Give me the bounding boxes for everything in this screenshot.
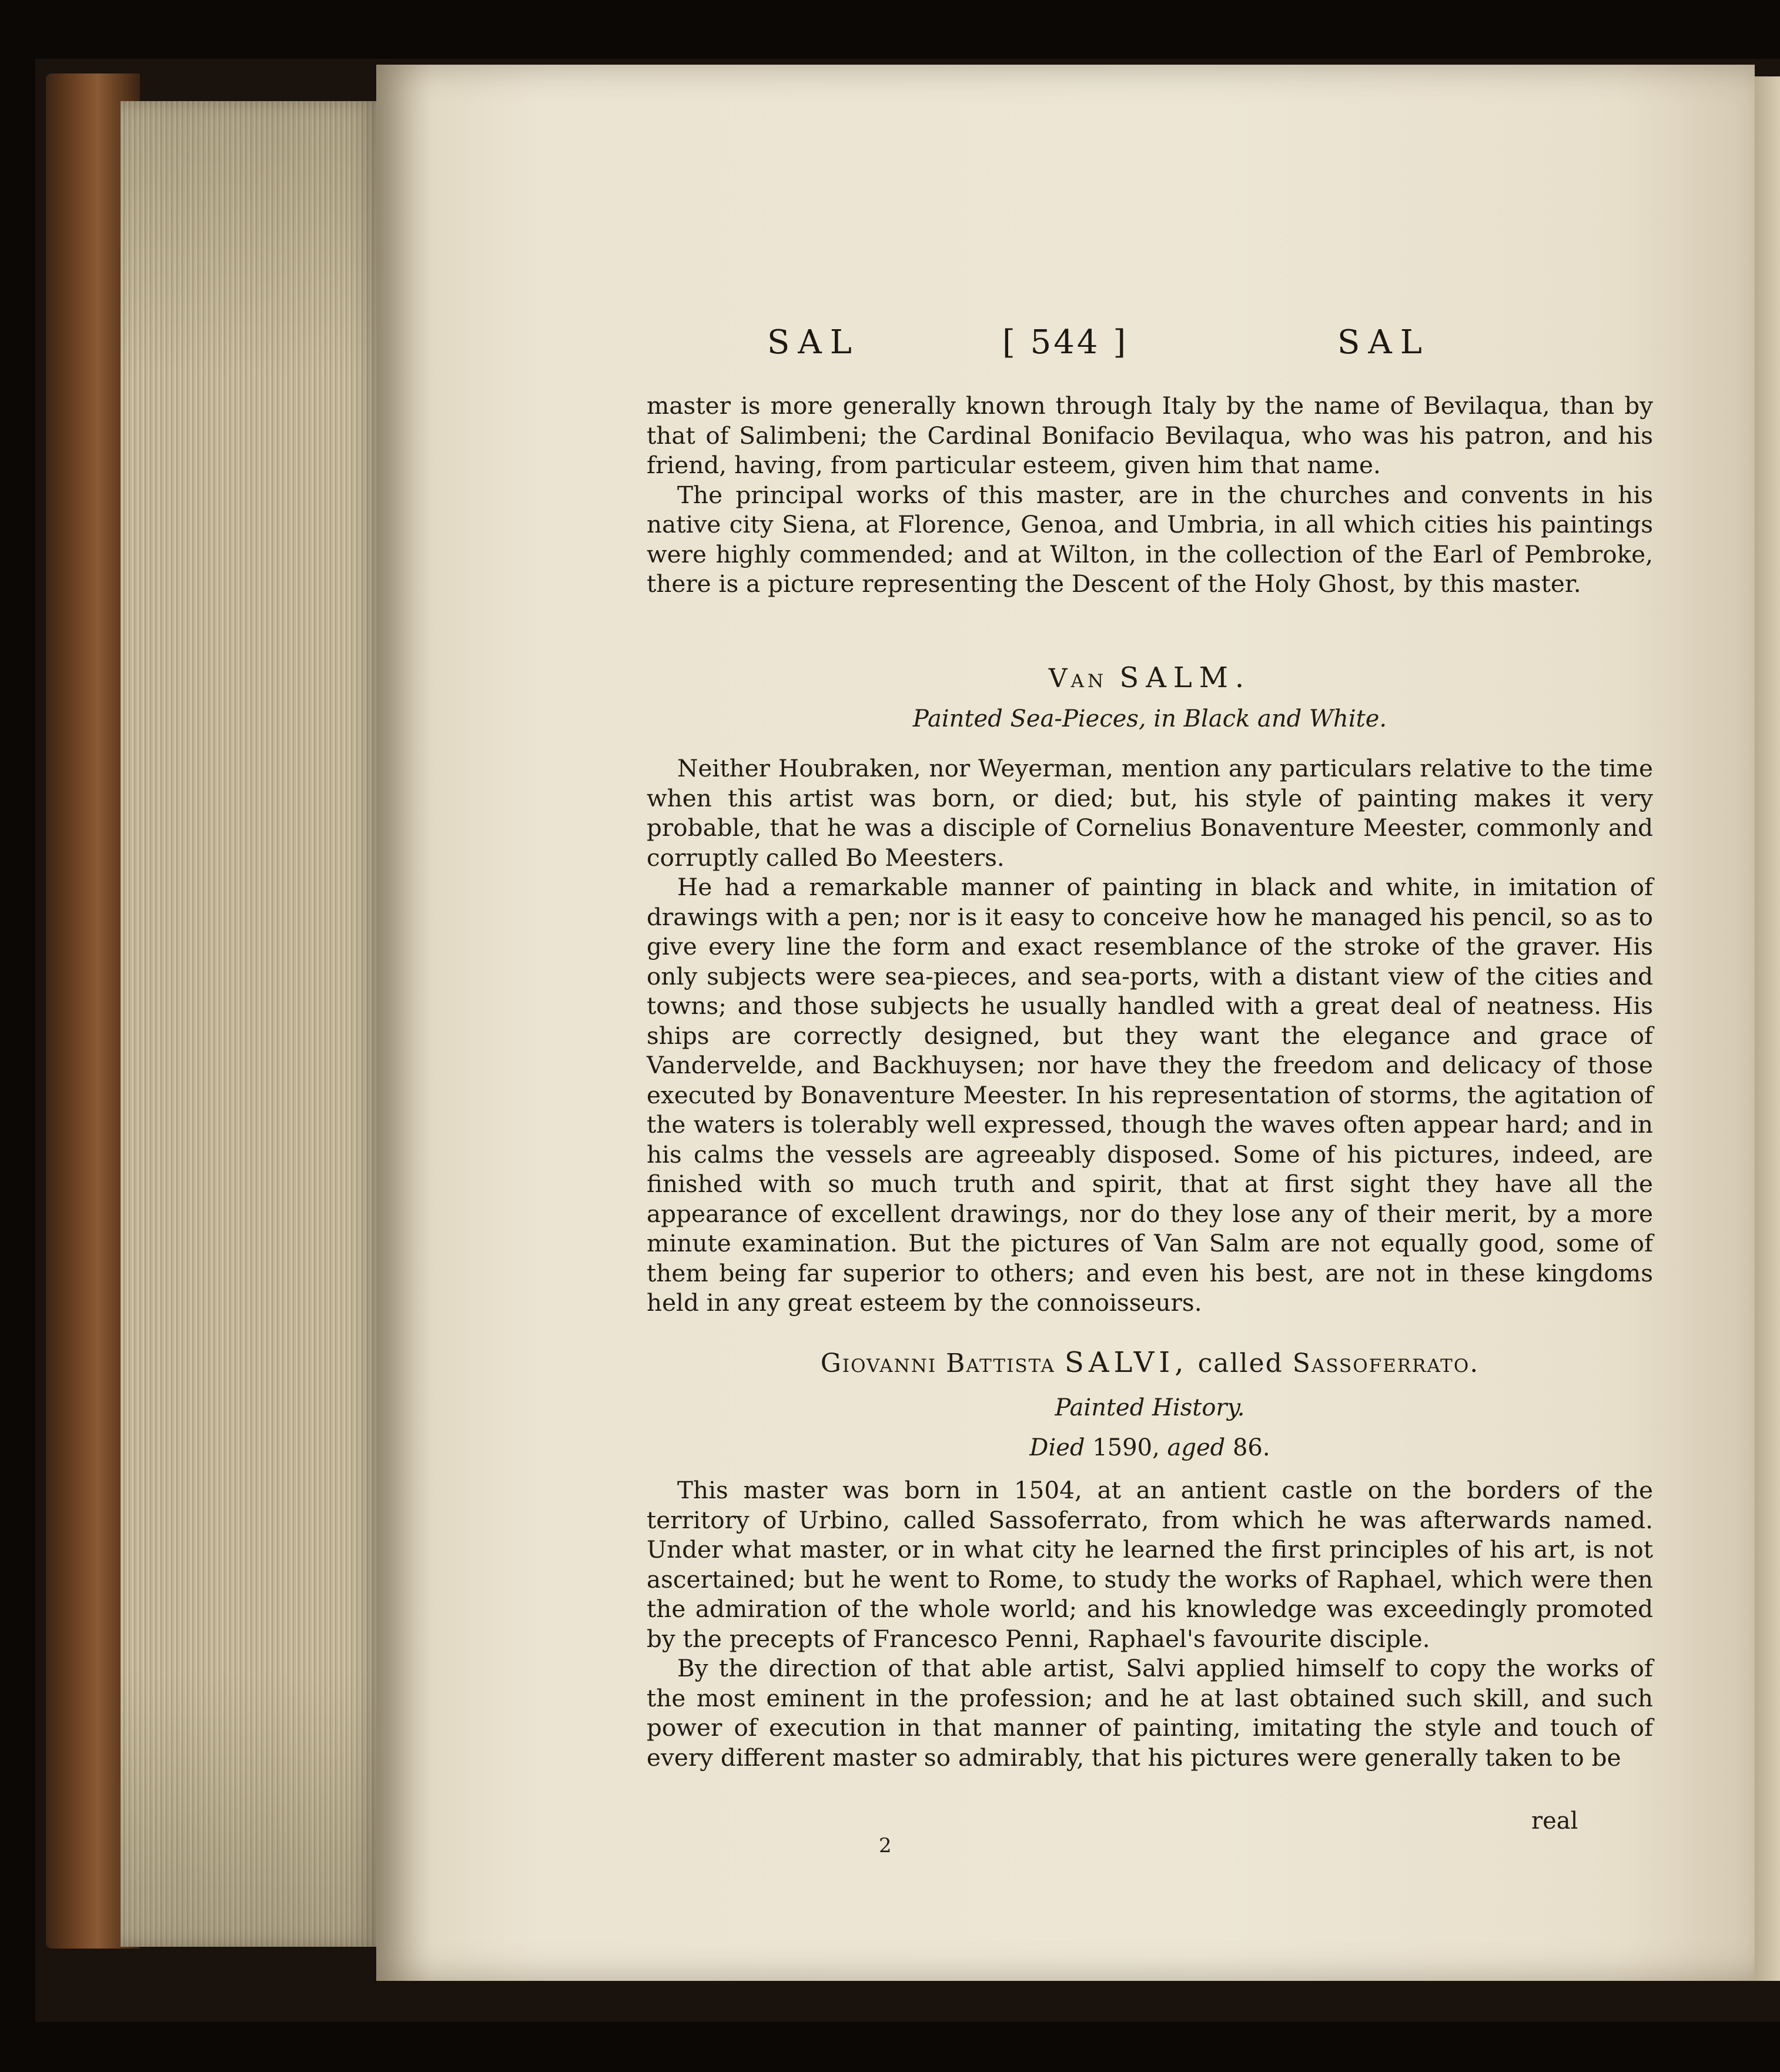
van-salm-heading (647, 661, 1653, 694)
van-salm-subheading: Painted Sea-Pieces, in Black and White. (912, 705, 1387, 732)
catchword: real (1531, 1807, 1578, 1835)
salvi-subheading: Painted History. (1055, 1394, 1245, 1421)
died-year: 1590, (1092, 1434, 1160, 1461)
aged-value: 86. (1232, 1434, 1270, 1461)
facing-page-edge (1755, 76, 1780, 1981)
paragraph: The principal works of this master, are in the churches and convents in his native city Siena, at Florence, Genoa, and Umbria, in all which cities his paintings were highly commended; and at Wilton, in the collection of the Earl of Pembroke, there is a picture representing the Descent of the Holy Ghost, by this master. (647, 480, 1653, 598)
page-number: [ 544 ] (1002, 323, 1129, 361)
section-van-salm-text (647, 754, 1653, 1318)
salvi-dates (647, 1434, 1653, 1461)
section-salimbeni-text (647, 391, 1653, 599)
running-head (376, 323, 1755, 382)
heading-alias: Sassoferrato. (1292, 1348, 1480, 1378)
running-head-right: SAL (1337, 323, 1430, 361)
aged-label: aged (1167, 1434, 1226, 1461)
heading-first-names: Giovanni Battista (820, 1348, 1055, 1378)
paragraph: By the direction of that able artist, Salvi applied himself to copy the works of the most eminent in the profession; and he at last obtained such skill, and such power of execution in that manner of painting, imitating the style and touch of every different master so admirably, that his pictures were generally taken to be (647, 1654, 1653, 1772)
section-salvi-text (647, 1475, 1653, 1772)
salvi-heading (647, 1346, 1653, 1379)
died-label: Died (1029, 1434, 1085, 1461)
book-page (376, 65, 1755, 1981)
paragraph: master is more generally known through Italy by the name of Bevilaqua, than by that of Salimbeni; the Cardinal Bonifacio Bevilaqua, who was his patron, and his friend, having, from particular esteem, given him that name. (647, 391, 1653, 479)
heading-name: SALM. (1119, 661, 1252, 694)
paragraph: This master was born in 1504, at an antient castle on the borders of the territory of Urbino, called Sassoferrato, from which he was afterwards named. Under what master, or in what city he learned the first principles of his art, is not ascertained; but he went to Rome, to study the works of Raphael, which were then the admiration of the whole world; and his knowledge was exceedingly promoted by the precepts of Francesco Penni, Raphael's favourite disciple. (647, 1476, 1653, 1653)
signature-mark: 2 (879, 1834, 892, 1857)
paragraph: He had a remarkable manner of painting in black and white, in imitation of drawings with a pen; nor is it easy to conceive how he managed his pencil, so as to give every line the form and exact resemblance of the stroke of the graver. His only subjects were sea-pieces, and sea-ports, with a distant view of the cities and towns; and those subjects he usually handled with a great deal of neatness. His ships are correctly designed, but they want the elegance and grace of Vandervelde, and Backhuysen; nor have they the freedom and delicacy of those executed by Bonaventure Meester. In his representation of storms, the agitation of the waters is tolerably well expressed, though the waves often appear hard; and in his calms the vessels are agreeably disposed. Some of his pictures, indeed, are finished with so much truth and spirit, that at first sight they have all the appearance of excellent drawings, nor do they lose any of their merit, by a more minute examination. But the pictures of Van Salm are not equally good, some of them being far superior to others; and even his best, are not in these kingdoms held in any great esteem by the connoisseurs. (647, 873, 1653, 1317)
heading-name: SALVI, (1064, 1346, 1189, 1379)
page-block-edges (121, 101, 379, 1947)
heading-called: called (1197, 1348, 1283, 1378)
running-head-left: SAL (767, 323, 860, 361)
paragraph: Neither Houbraken, nor Weyerman, mention any particulars relative to the time when this artist was born, or died; but, his style of painting makes it very probable, that he was a disciple of Cornelius Bonaventure Meester, commonly and corruptly called Bo Meesters. (647, 754, 1653, 872)
heading-prefix: Van (1048, 664, 1108, 694)
